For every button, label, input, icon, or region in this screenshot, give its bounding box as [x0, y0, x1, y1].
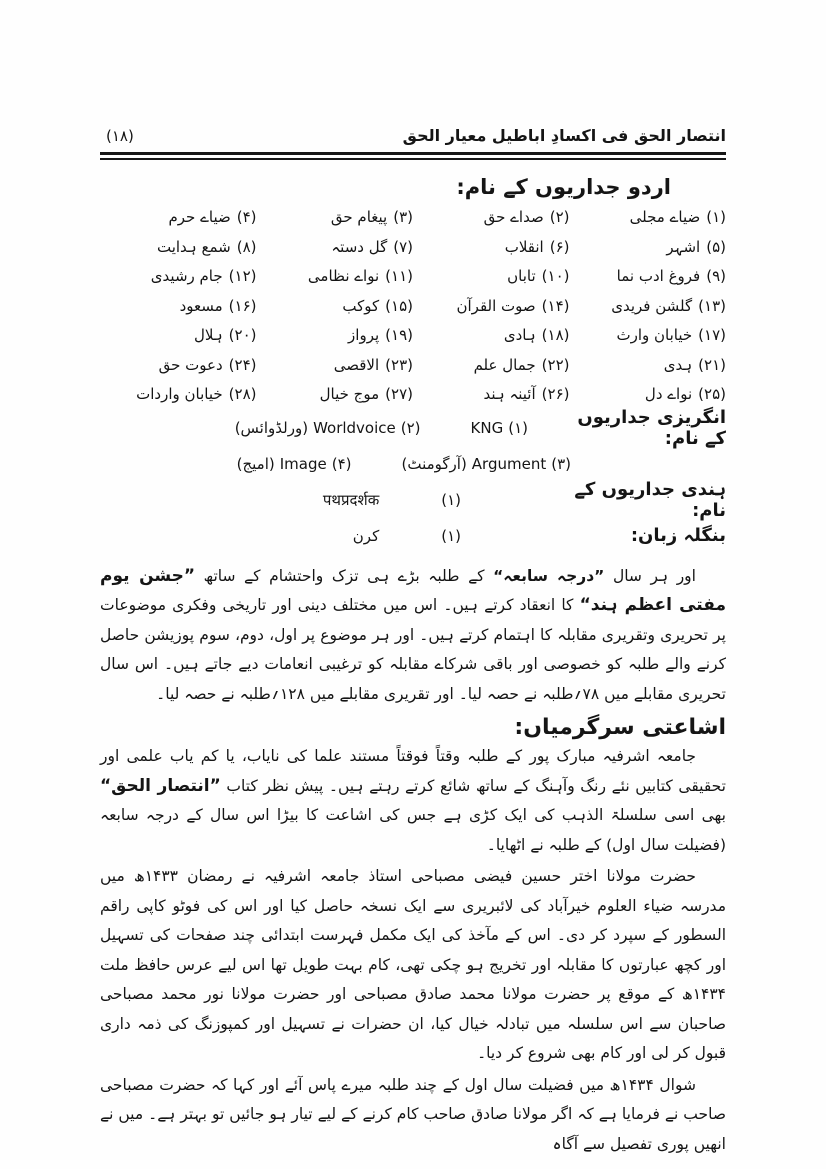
item-name: ہدی: [663, 355, 693, 374]
urdu-name-item: [570, 203, 727, 233]
item-number: (۱): [508, 418, 528, 437]
text-segment: اور ہر سال: [604, 566, 696, 585]
english-name-item: [397, 455, 572, 473]
text-segment: حضرت مولانا اختر حسین فیضی مصباحی استاذ جامعہ اشرفیہ نے رمضان ۱۴۳۳ھ میں مدرسہ ضیاء العلوم خیرآباد کی لائبریری سے ایک نسخہ حاصل کیا اور اس کی فوٹو کاپی راقم السطور کے سپرد کر دی۔ اس کے مآخذ کی ایک مکمل فہرست ابتدائی چند صفحات کی تسہیل اور کچھ عبارتوں کا مقابلہ اور تخریج ہو چکی تھی، کام بہت طویل تھا اس لیے عرس حافظ ملت ۱۴۳۴ھ کے موقع پر حضرت مولانا محمد صادق مصباحی اور حضرت مولانا نور محمد مصباحی صاحبان سے اس سلسلہ میں تبادلہ خیال کیا، ان حضرات نے تسہیل اور کمپوزنگ کی ذمہ داری قبول کر لی اور کام بھی شروع کر دیا۔: [100, 867, 726, 1062]
page-number: (۱۸): [106, 127, 134, 145]
text-segment: کے طلبہ بڑے ہی تزک واحتشام کے ساتھ: [195, 566, 494, 585]
text-segment: بھی اسی سلسلۃ الذہب کی ایک کڑی ہے جس کی اشاعت کا بیڑا اس سال کے درجہ سابعہ (فضیلت سال اول) کے طلبہ نے اٹھایا۔: [100, 806, 726, 854]
item-urdu-transliteration: (ورلڈوائس): [234, 418, 309, 437]
item-name: ضیاے مجلی: [629, 208, 701, 226]
item-name: اشہر: [666, 237, 701, 256]
urdu-name-item: [413, 233, 570, 263]
item-name: پیغام حق: [330, 208, 388, 226]
hindi-name-item: पथप्रदर्शक: [322, 490, 380, 509]
urdu-name-item: [570, 351, 727, 381]
item-number: (۶): [549, 237, 570, 256]
item-number: (۱۷): [698, 326, 726, 344]
item-name: Image: [279, 454, 327, 473]
hindi-names-row: [100, 478, 726, 521]
urdu-name-item: [100, 203, 257, 233]
text-segment: ”جشن یوم مفتی اعظم ہند“: [100, 565, 726, 615]
urdu-name-item: [100, 292, 257, 322]
item-number: (۱۸): [541, 326, 570, 344]
urdu-name-item: [257, 351, 414, 381]
item-number: (۱۲): [228, 267, 257, 285]
english-names-heading: انگریزی جداریوں کے نام:: [577, 406, 726, 449]
item-number: (۱۹): [385, 326, 413, 344]
publishing-heading: اشاعتی سرگرمیاں:: [514, 715, 726, 740]
paragraph-manuscript: [100, 862, 726, 1069]
bengali-heading: بنگلہ زبان:: [630, 525, 726, 546]
item-name: موج خیال: [319, 385, 380, 403]
item-name: خیابان وارث: [616, 326, 693, 344]
item-urdu-transliteration: (امیج): [236, 454, 275, 473]
urdu-name-item: [100, 351, 257, 381]
item-number: (۸): [236, 237, 257, 256]
item-number: (۵): [706, 237, 726, 256]
item-number: (۲۶): [541, 385, 570, 403]
item-name: جمال علم: [473, 355, 536, 374]
item-number: (۲۱): [698, 355, 726, 374]
item-name: الاقصی: [333, 355, 380, 374]
item-name: فروغ ادب نما: [616, 267, 701, 285]
item-name: ہلال: [194, 326, 223, 344]
item-number: (۲۵): [698, 385, 726, 403]
item-name: صوت القرآن: [456, 296, 536, 315]
english-names-row-1: [100, 406, 726, 449]
paragraph-students-visit: [100, 1071, 726, 1160]
item-number: (۱): [441, 526, 461, 545]
text-segment: ”انتصار الحق“: [100, 775, 221, 796]
text-segment: جامعہ اشرفیہ مبارک پور کے طلبہ وقتاً فوقتاً مستند علما کی نایاب، یا کم یاب علمی اور تحقیقی کتابیں نئے رنگ وآہنگ کے ساتھ شائع کرتے رہتے ہیں۔ پیش نظر کتاب: [100, 747, 726, 795]
item-name: KNG: [470, 418, 504, 437]
item-number: (۱۶): [228, 296, 257, 315]
item-name: آئینہ ہند: [483, 385, 536, 403]
item-number: (۲۸): [228, 385, 257, 403]
urdu-name-item: [413, 321, 570, 351]
item-name: خیابان واردات: [136, 385, 223, 403]
urdu-name-item: [413, 203, 570, 233]
paragraph-publishing: [100, 742, 726, 860]
item-number: (۲۷): [385, 385, 413, 403]
urdu-name-item: [100, 321, 257, 351]
paragraph-celebration: [100, 562, 726, 710]
item-number: (۲۰): [228, 326, 257, 344]
urdu-name-item: [257, 233, 414, 263]
item-number: (۲۲): [541, 355, 570, 374]
urdu-name-item: [257, 380, 414, 410]
item-name: کوکب: [342, 296, 380, 315]
header-title: انتصار الحق فی اکسادِ اباطیل معیار الحق: [402, 126, 726, 145]
urdu-names-grid: [100, 203, 726, 410]
english-names-row-2: [100, 446, 726, 482]
item-number: (۹): [706, 267, 726, 285]
item-number: (۳): [551, 454, 571, 473]
urdu-name-item: [570, 233, 727, 263]
urdu-name-item: [257, 262, 414, 292]
english-name-item: [230, 419, 421, 437]
item-name: جام رشیدی: [150, 267, 223, 285]
urdu-name-item: [257, 321, 414, 351]
item-name: Argument: [471, 454, 547, 473]
item-name: مسعود: [179, 296, 223, 315]
item-number: (۳): [393, 208, 413, 226]
urdu-name-item: [100, 380, 257, 410]
item-urdu-transliteration: (آرگومنٹ): [401, 454, 467, 473]
item-number: (۱): [441, 490, 461, 509]
urdu-name-item: [100, 262, 257, 292]
text-segment: ”درجہ سابعہ“: [493, 566, 605, 585]
urdu-name-item: [570, 292, 727, 322]
item-name: Worldvoice: [313, 418, 396, 437]
running-header: [100, 126, 726, 145]
item-name: دعوت حق: [158, 355, 223, 374]
bengali-name-item: کرن: [352, 526, 380, 545]
bengali-names-row: [100, 518, 726, 554]
item-number: (۲۴): [228, 355, 257, 374]
urdu-name-item: [413, 262, 570, 292]
item-name: نواے نظامی: [307, 267, 380, 285]
item-name: ہادی: [503, 326, 536, 344]
english-name-item: [232, 455, 352, 473]
item-number: (۲۳): [385, 355, 413, 374]
urdu-name-item: [257, 292, 414, 322]
item-name: تاباں: [507, 267, 536, 285]
urdu-name-item: [570, 380, 727, 410]
header-rule: [100, 152, 726, 160]
urdu-name-item: [570, 321, 727, 351]
item-number: (۱۱): [385, 267, 413, 285]
urdu-name-item: [257, 203, 414, 233]
item-number: (۱۳): [698, 296, 726, 315]
urdu-names-heading: اردو جداریوں کے نام:: [456, 175, 671, 199]
item-number: (۲): [549, 208, 570, 226]
item-name: گل دستہ: [331, 237, 388, 256]
urdu-name-item: [570, 262, 727, 292]
item-name: شمع ہدایت: [156, 237, 231, 256]
item-number: (۴): [236, 208, 257, 226]
item-name: انقلاب: [504, 237, 544, 256]
text-segment: کا انعقاد کرتے ہیں۔ اس میں مختلف دینی اور تاریخی وفکری موضوعات پر تحریری وتقریری مقابلہ کا اہتمام کرتے ہیں۔ اور ہر موضوع پر اول، دوم، سوم پوزیشن حاصل کرنے والے طلبہ کو خصوصی اور باقی شرکاے مقابلہ کو ترغیبی انعامات دیے جاتے ہیں۔ اس سال تحریری مقابلے میں ۷۸؍طلبہ نے حصہ لیا۔ اور تقریری مقابلے میں ۱۲۸؍طلبہ نے حصہ لیا۔: [100, 596, 726, 703]
item-number: (۱۰): [541, 267, 570, 285]
urdu-name-item: [413, 292, 570, 322]
item-number: (۱): [706, 208, 726, 226]
urdu-name-item: [100, 233, 257, 263]
item-name: گلشن فریدی: [611, 296, 693, 315]
item-name: صداے حق: [483, 208, 544, 226]
item-number: (۱۵): [385, 296, 413, 315]
item-number: (۲): [400, 418, 421, 437]
item-number: (۱۴): [541, 296, 570, 315]
item-name: ضیاے حرم: [168, 208, 231, 226]
urdu-name-item: [413, 351, 570, 381]
hindi-names-heading: ہندی جداریوں کے نام:: [574, 478, 726, 521]
english-name-item: [466, 419, 528, 437]
urdu-name-item: [413, 380, 570, 410]
item-name: پرواز: [348, 326, 380, 344]
item-name: نواے دل: [644, 385, 693, 403]
text-segment: شوال ۱۴۳۴ھ میں فضیلت سال اول کے چند طلبہ میرے پاس آئے اور کہا کہ حضرت مصباحی صاحب نے فرمایا ہے کہ اگر مولانا صادق صاحب کام کرنے کے لیے تیار ہو جائیں تو بہتر ہے۔ میں نے انھیں پوری تفصیل سے آگاہ: [100, 1075, 726, 1153]
page-content: [100, 126, 726, 1169]
item-number: (۷): [393, 237, 413, 256]
item-number: (۴): [331, 454, 352, 473]
